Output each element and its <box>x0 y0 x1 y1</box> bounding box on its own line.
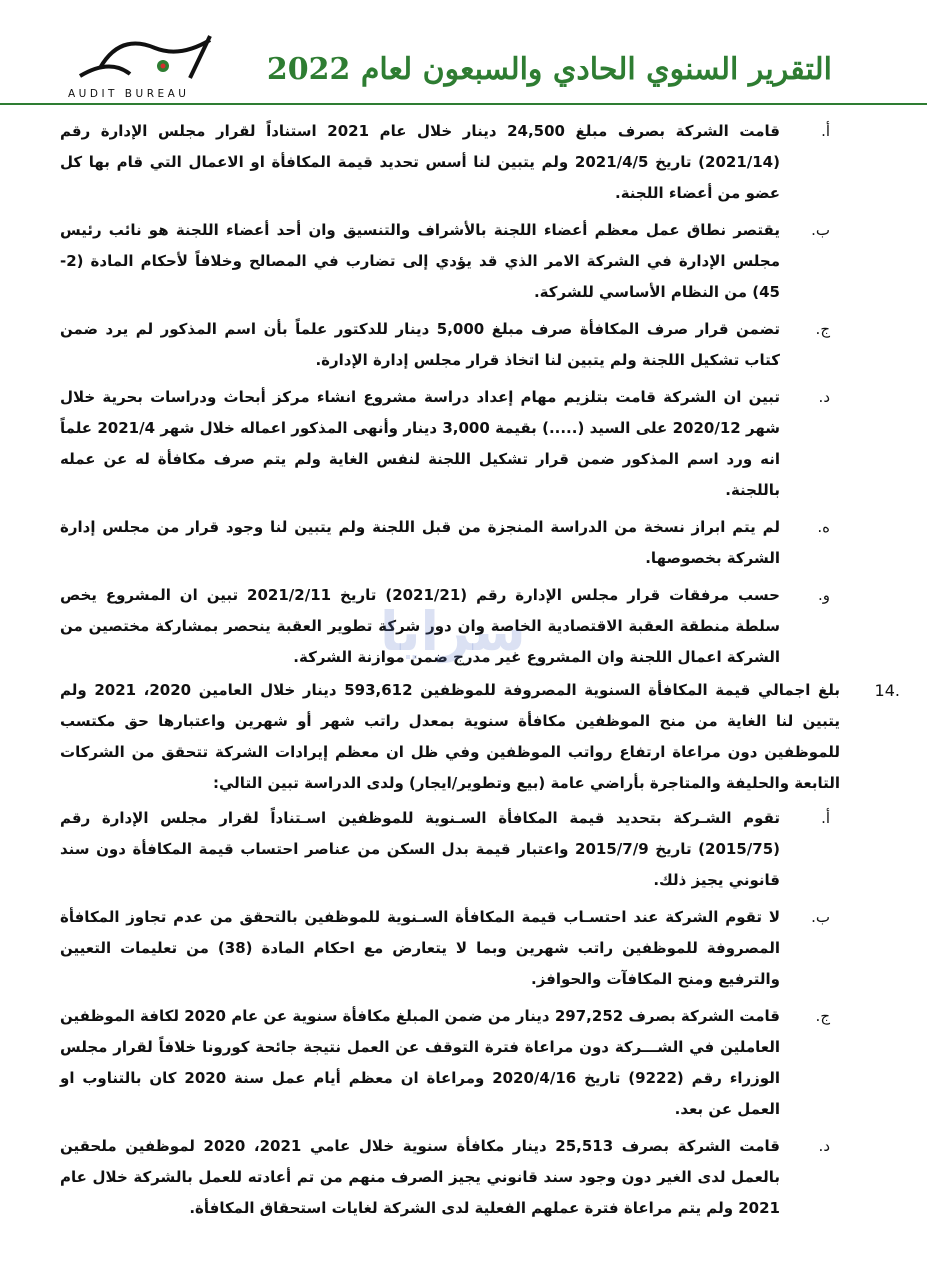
list-item <box>60 1001 830 1125</box>
item-letter: د. <box>818 1137 830 1155</box>
item-letter: ه. <box>817 518 830 536</box>
item-text: تبين ان الشركة قامت بتلزيم مهام إعداد دراسة مشروع انشاء مركز أبحاث ودراسات بحرية خلال شهر 2020/12 على السيد (.....) بقيمة 3,000 دينار وأنهى المذكور اعماله خلال شهر 2021/4 علماً انه ورد اسم المذكور ضمن قرار تشكيل اللجنة لنفس الغاية ولم يتم صرف مكافأة له عن عمله باللجنة. <box>60 388 781 499</box>
item-text: قامت الشركة بصرف مبلغ 24,500 دينار خلال عام 2021 استناداً لقرار مجلس الإدارة رقم (2021/14) تاريخ 2021/4/5 ولم يتبين لنا أسس تحديد قيمة المكافأة او الاعمال التي قام بها كل عضو من أعضاء اللجنة. <box>60 122 780 202</box>
list-item <box>60 803 830 896</box>
list-item <box>60 512 830 574</box>
item-letter: ج. <box>815 320 830 338</box>
item-text: قامت الشركة بصرف 297,252 دينار من ضمن المبلغ مكافأة سنوية عن عام 2020 لكافة الموظفين العاملين في الشـــركة دون مراعاة فترة التوقف عن العمل نتيجة جائحة كورونا خلافاً لقرار مجلس الوزراء رقم (9222) تاريخ 2020/4/16 ومراعاة ان معظم أيام عمل سنة 2020 كان بالتناوب او العمل عن بعد. <box>60 1007 780 1118</box>
watermark: سرايا <box>380 600 526 663</box>
point-text: بلغ اجمالي قيمة المكافأة السنوية المصروفة للموظفين 593,612 دينار خلال العامين 2020، 2021 ولم يتبين لنا الغاية من منح الموظفين مكافأة سنوية بمعدل راتب شهر أو شهرين واعتبارها حق مكتسب للموظفين دون مراعاة ارتفاع رواتب الموظفين وفي ظل ان معظم إيرادات الشركة تتحقق من الشركات التابعة والحليفة والمتاجرة بأراضي عامة (بيع وتطوير/ايجار) ولدى الدراسة تبين التالي: <box>60 681 841 792</box>
item-letter: و. <box>817 586 830 604</box>
report-body <box>60 112 900 1224</box>
item-text: قامت الشركة بصرف 25,513 دينار مكافأة سنوية خلال عامي 2021، 2020 لموظفين ملحقين بالعمل لدى الغير دون وجود سند قانوني يجيز الصرف منهم من تم أعادته للعمل بالشركة خلال عام 2021 ولم يتم مراعاة فترة عملهم الفعلية لدى الشركة لغايات استحقاق المكافأة. <box>60 1137 780 1217</box>
item-letter: أ. <box>821 122 830 140</box>
item-letter: أ. <box>821 809 830 827</box>
item-letter: ب. <box>811 908 830 926</box>
point-14 <box>60 675 900 799</box>
item-letter: ج. <box>815 1007 830 1025</box>
item-letter: د. <box>818 388 830 406</box>
item-text: حسب مرفقات قرار مجلس الإدارة رقم (2021/21) تاريخ 2021/2/11 تبين ان المشروع يخص سلطة منطقة العقبة الاقتصادية الخاصة وان دور شركة تطوير العقبة ينحصر بمشاركة مختصين من الشركة اعمال اللجنة وان المشروع غير مدرج ضمن موازنة الشركة. <box>60 586 780 666</box>
item-text: تضمن قرار صرف المكافأة صرف مبلغ 5,000 دينار للدكتور علماً بأن اسم المذكور لم يرد ضمن كتاب تشكيل اللجنة ولم يتبين لنا اتخاذ قرار مجلس إدارة الإدارة. <box>60 320 780 369</box>
item-text: لا تقوم الشركة عند احتسـاب قيمة المكافأة السـنوية للموظفين بالتحقق من عدم تجاوز المكافأة المصروفة للموظفين راتب شهرين وبما لا يتعارض مع احكام المادة (38) من تعليمات التعيين والترفيع ومنح المكافآت والحوافز. <box>60 908 780 988</box>
list-item <box>60 116 830 209</box>
item-text: لم يتم ابراز نسخة من الدراسة المنجزة من قبل اللجنة ولم يتبين لنا وجود قرار من مجلس إدارة الشركة بخصوصها. <box>60 518 780 567</box>
point-number: 14. <box>874 681 900 700</box>
header-divider <box>0 103 927 105</box>
logo-latin-text: AUDIT BUREAU <box>68 88 190 100</box>
page-header <box>0 0 927 112</box>
list-item <box>60 902 830 995</box>
list-item <box>60 215 830 308</box>
item-text: تقوم الشـركة بتحديد قيمة المكافأة السـنوية للموظفين اسـتناداً لقرار مجلس الإدارة رقم (2015/75) تاريخ 2015/7/9 واعتبار قيمة بدل السكن من عناصر احتساب قيمة المكافأة دون سند قانوني يجيز ذلك. <box>60 809 780 889</box>
list-item <box>60 382 830 506</box>
item-text: يقتصر نطاق عمل معظم أعضاء اللجنة بالأشراف والتنسيق وان أحد أعضاء اللجنة هو نائب رئيس مجلس الإدارة في الشركة الامر الذي قد يؤدي إلى تضارب في المصالح وخلافاً لأحكام المادة (2-45) من النظام الأساسي للشركة. <box>60 221 780 301</box>
report-title: التقرير السنوي الحادي والسبعون لعام 2022 <box>266 52 832 87</box>
list-item <box>60 580 830 673</box>
item-letter: ب. <box>811 221 830 239</box>
list-item <box>60 1131 830 1224</box>
audit-bureau-logo <box>60 28 230 104</box>
list-item <box>60 314 830 376</box>
